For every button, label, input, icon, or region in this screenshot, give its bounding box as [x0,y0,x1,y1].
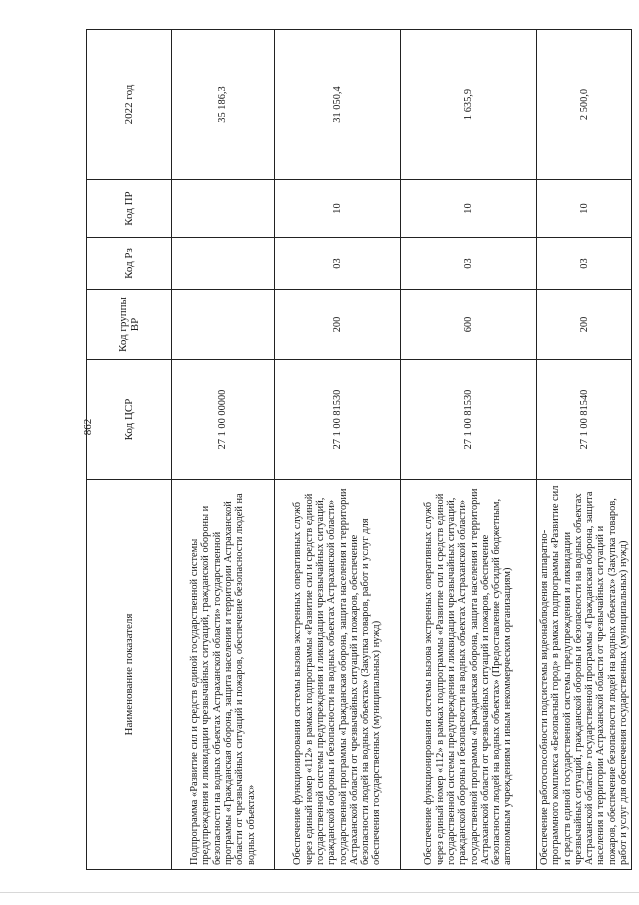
cell-rz: 03 [401,238,537,290]
header-csr: Код ЦСР [87,360,172,480]
cell-vr: 600 [401,290,537,360]
cell-sum: 31 050,4 [275,30,401,180]
cell-sum: 35 186,3 [172,30,275,180]
page-number: 862 [82,418,94,436]
header-rz: Код Рз [87,238,172,290]
cell-rz [172,238,275,290]
cell-pr [172,180,275,238]
header-name: Наименование показателя [87,480,172,870]
cell-name: Подпрограмма «Развитие сил и средств единой государственной системы предупреждения и ликвидации чрезвычайных ситуаций, гражданской обороны и безопасности на водных объектах Астраханской области» государственной программы «Гражданская оборона, защита населения и территории Астраханской области от чрезвычайных ситуаций и пожаров, обеспечение безопасности людей на водных объектах» [172,480,275,870]
table-row [537,30,632,870]
table-row [275,30,401,870]
rotated-page [86,30,630,870]
cell-name: Обеспечение работоспособности подсистемы видеонаблюдения аппаратно-программного комплекса «Безопасный город» в рамках подпрограммы «Развитие сил и средств единой государственной системы предупреждения и ликвидации чрезвычайных ситуаций, гражданской обороны и безопасности на водных объектах Астраханской области» государственной программы «Гражданская оборона, защита населения и территории Астраханской области от чрезвычайных ситуаций и пожаров, обеспечение безопасности людей на водных объектах» (Закупка товаров, работ и услуг для обеспечения государственных (муниципальных) нужд) [537,480,632,870]
cell-csr: 27 1 00 81530 [275,360,401,480]
table-row [172,30,275,870]
header-pr: Код ПР [87,180,172,238]
budget-table [86,29,632,870]
cell-rz: 03 [275,238,401,290]
cell-pr: 10 [275,180,401,238]
scan-edge-line [0,892,639,893]
cell-sum: 2 500,0 [537,30,632,180]
cell-pr: 10 [401,180,537,238]
cell-sum: 1 635,9 [401,30,537,180]
header-sum: 2022 год [87,30,172,180]
cell-vr: 200 [275,290,401,360]
cell-csr: 27 1 00 00000 [172,360,275,480]
header-vr: Код группы ВР [87,290,172,360]
cell-rz: 03 [537,238,632,290]
cell-vr [172,290,275,360]
table-header-row [87,30,172,870]
cell-csr: 27 1 00 81540 [537,360,632,480]
cell-name: Обеспечение функционирования системы вызова экстренных оперативных служб через единый номер «112» в рамках подпрограммы «Развитие сил и средств единой государственной системы предупреждения и ликвидации чрезвычайных ситуаций, гражданской обороны и безопасности на водных объектах Астраханской области» государственной программы «Гражданская оборона, защита населения и территории Астраханской области от чрезвычайных ситуаций и пожаров, обеспечение безопасности людей на водных объектах» (Предоставление субсидий бюджетным, автономным учреждениям и иным некоммерческим организациям) [401,480,537,870]
cell-pr: 10 [537,180,632,238]
cell-csr: 27 1 00 81530 [401,360,537,480]
cell-name: Обеспечение функционирования системы вызова экстренных оперативных служб через единый номер «112» в рамках подпрограммы «Развитие сил и средств единой государственной системы предупреждения и ликвидации чрезвычайных ситуаций, гражданской обороны и безопасности на водных объектах Астраханской области» государственной программы «Гражданская оборона, защита населения и территории Астраханской области от чрезвычайных ситуаций и пожаров, обеспечение безопасности людей на водных объектах» (Закупка товаров, работ и услуг для обеспечения государственных (муниципальных) нужд) [275,480,401,870]
table-row [401,30,537,870]
cell-vr: 200 [537,290,632,360]
